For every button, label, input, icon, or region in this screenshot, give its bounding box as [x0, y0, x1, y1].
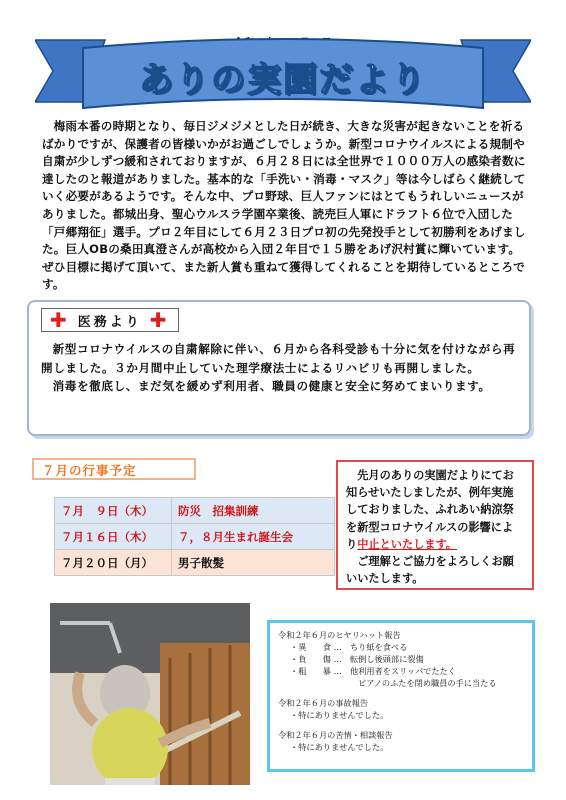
accident-heading: 令和２年６月の事故報告 — [278, 698, 369, 708]
hiyari-item — [278, 653, 524, 665]
intro-paragraph: 梅雨本番の時期となり、毎日ジメジメとした日が続き、大きな災害が起きないことを祈るばかりですが、保護者の皆様いかがお過ごしでしょうか。新型コロナウイルスによる規制や自粛が少しずつ緩和されておりますが、６月２８日には全世界で１０００万人の感染者数に達したのと報道がありました。基本的な「手洗い・消毒・マスク」等は今しばらく継続していく必要があるようです。そんな中、プロ野球、巨人ファンにはとてもうれしいニュースがありました。都城出身、聖心ウルスラ学園卒業後、読売巨人軍にドラフト６位で入団した「戸郷翔征」選手。プロ２年目にして６月２３日プロ初の先発投手として初勝利をあげました。巨人OBの桑田真澄さんが高校から入団２年目で１５勝をあげ沢村賞に輝いています。ぜひ目標に掲げて頂いて、また新人賞も重ねて獲得してくれることを期待しているところです。 — [42, 119, 526, 292]
event-row — [55, 498, 335, 524]
notice-text-before: 先月のありの実園だよりにてお知らせいたしましたが、例年実施しておりました、ふれあい納涼祭を新型コロナウイルスの影響により — [346, 469, 514, 551]
event-date: ７月 ９日（木） — [55, 498, 172, 524]
event-title: ７，８月生まれ誕生会 — [172, 524, 335, 550]
events-heading: ７月の行事予定 — [32, 458, 196, 480]
event-title: 男子散髪 — [172, 550, 335, 576]
medical-body — [41, 340, 519, 396]
hiyari-desc: … 転倒し後頭部に裂傷 — [333, 654, 424, 664]
newsletter-title: ありの実園だより — [139, 60, 427, 100]
hiyari-item — [278, 677, 524, 689]
event-row — [55, 524, 335, 550]
hiyari-desc: ピアノのふたを閉め職員の手に当たる — [358, 678, 497, 688]
notice-closing: ご理解とご協力をよろしくお願いいたします。 — [346, 555, 514, 586]
event-row — [55, 550, 335, 576]
red-cross-icon: ✚ — [149, 308, 170, 332]
hiyari-category: 粗 暴 — [298, 666, 331, 676]
medical-section — [27, 300, 531, 436]
medical-paragraph-2: 消毒を徹底し、まだ気を緩めず利用者、職員の健康と安全に努めてまいります。 — [52, 379, 491, 394]
complaint-text: ・ 特にありませんでした。 — [278, 741, 524, 753]
hiyari-desc: … ちり紙を食べる — [333, 642, 408, 652]
accident-text: ・ 特にありませんでした。 — [278, 709, 524, 721]
medical-paragraph-1: 新型コロナウイルスの自粛解除に伴い、６月から各科受診も十分に気を付けながら再開しました。３か月間中止していた理学療法士によるリハビリも再開しました。 — [41, 342, 516, 375]
medical-heading-box — [41, 308, 179, 332]
notice-highlight: 中止といたします。 — [357, 537, 457, 551]
hiyari-category: 負 傷 — [298, 654, 331, 664]
rehabilitation-photo — [50, 603, 250, 785]
event-title: 防災 招集訓練 — [172, 498, 335, 524]
hiyari-category: 異 食 — [298, 642, 331, 652]
event-date: ７月１６日（木） — [55, 524, 172, 550]
intro-section — [42, 118, 526, 294]
festival-cancel-notice — [336, 460, 534, 590]
red-cross-icon: ✚ — [50, 308, 70, 332]
hiyari-desc: … 他利用者をスリッパでたたく — [333, 666, 456, 676]
hiyari-item — [278, 641, 524, 653]
complaint-heading: 令和２年６月の苦情・相談報告 — [278, 730, 393, 740]
hiyari-item — [278, 665, 524, 677]
event-date: ７月２０日（月） — [55, 550, 172, 576]
events-table — [54, 497, 335, 576]
report-box — [267, 620, 535, 772]
hiyari-heading: 令和２年６月のヒヤリハット報告 — [278, 630, 401, 640]
medical-heading: 医務より — [77, 314, 142, 330]
notice-text — [346, 467, 524, 553]
